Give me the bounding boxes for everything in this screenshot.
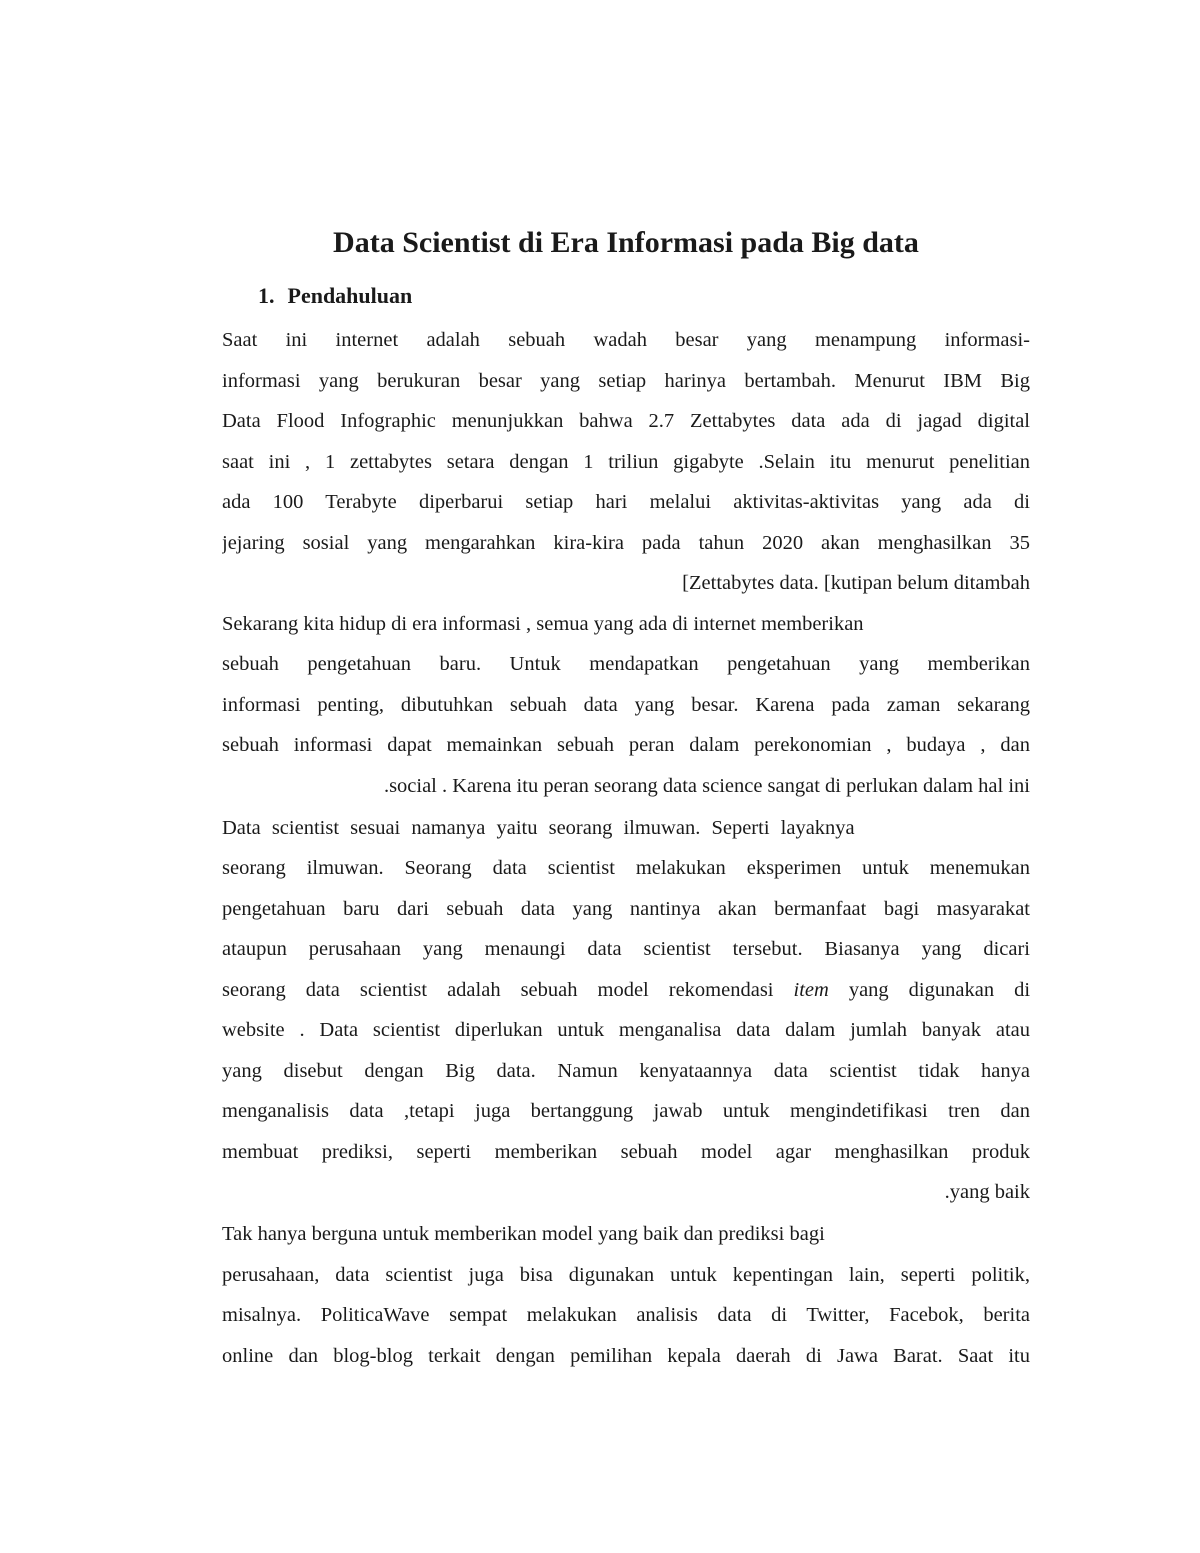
paragraph-line: perusahaan, data scientist juga bisa digunakan untuk kepentingan lain, seperti politik, [222,1264,1030,1286]
paragraph-line: Data Flood Infographic menunjukkan bahwa 2.7 Zettabytes data ada di jagad digital [222,410,1030,432]
paragraph-line: informasi penting, dibutuhkan sebuah data yang besar. Karena pada zaman sekarang [222,694,1030,716]
paragraph-line: yang disebut dengan Big data. Namun kenyataannya data scientist tidak hanya [222,1060,1030,1082]
text-segment: seorang data scientist adalah sebuah model rekomendasi [222,979,774,1001]
paragraph-line: Sekarang kita hidup di era informasi , semua yang ada di internet memberikan [222,613,864,635]
paragraph-line: website . Data scientist diperlukan untuk menganalisa data dalam jumlah banyak atau [222,1019,1030,1041]
text-segment: yang digunakan di [848,979,1030,1001]
paragraph-line: jejaring sosial yang mengarahkan kira-kira pada tahun 2020 akan menghasilkan 35 [222,532,1030,554]
paragraph-line: seorang ilmuwan. Seorang data scientist melakukan eksperimen untuk menemukan [222,857,1030,879]
paragraph-line: [Zettabytes data. [kutipan belum ditambah [682,572,1030,594]
paragraph-line: misalnya. PoliticaWave sempat melakukan analisis data di Twitter, Facebok, berita [222,1304,1030,1326]
paragraph-line: menganalisis data ,tetapi juga bertanggung jawab untuk mengindetifikasi tren dan [222,1100,1030,1122]
section-heading [258,281,412,311]
section-title: Pendahuluan [287,283,413,308]
paragraph-line: sebuah pengetahuan baru. Untuk mendapatkan pengetahuan yang memberikan [222,653,1030,675]
paragraph-line [222,975,1030,1005]
paragraph-line: pengetahuan baru dari sebuah data yang nantinya akan bermanfaat bagi masyarakat [222,898,1030,920]
paragraph-line: ada 100 Terabyte diperbarui setiap hari melalui aktivitas-aktivitas yang ada di [222,491,1030,513]
paragraph-line: ataupun perusahaan yang menaungi data scientist tersebut. Biasanya yang dicari [222,938,1030,960]
paragraph-line: Tak hanya berguna untuk memberikan model yang baik dan prediksi bagi [222,1223,825,1245]
document-title: Data Scientist di Era Informasi pada Big data [333,226,919,259]
paragraph-line: .social . Karena itu peran seorang data science sangat di perlukan dalam hal ini [383,775,1030,797]
paragraph-line: Data scientist sesuai namanya yaitu seorang ilmuwan. Seperti layaknya [222,817,855,839]
paragraph-line: Saat ini internet adalah sebuah wadah besar yang menampung informasi- [222,329,1030,351]
paragraph-line: online dan blog-blog terkait dengan pemilihan kepala daerah di Jawa Barat. Saat itu [222,1345,1030,1367]
paragraph-line: membuat prediksi, seperti memberikan sebuah model agar menghasilkan produk [222,1141,1030,1163]
section-number: 1. [258,283,275,308]
paragraph-line: sebuah informasi dapat memainkan sebuah peran dalam perekonomian , budaya , dan [222,734,1030,756]
italic-term: item [793,979,829,1001]
paragraph-line: .yang baik [944,1181,1030,1203]
paragraph-line: informasi yang berukuran besar yang setiap harinya bertambah. Menurut IBM Big [222,370,1030,392]
paragraph-line: saat ini , 1 zettabytes setara dengan 1 triliun gigabyte .Selain itu menurut penelitian [222,451,1030,473]
